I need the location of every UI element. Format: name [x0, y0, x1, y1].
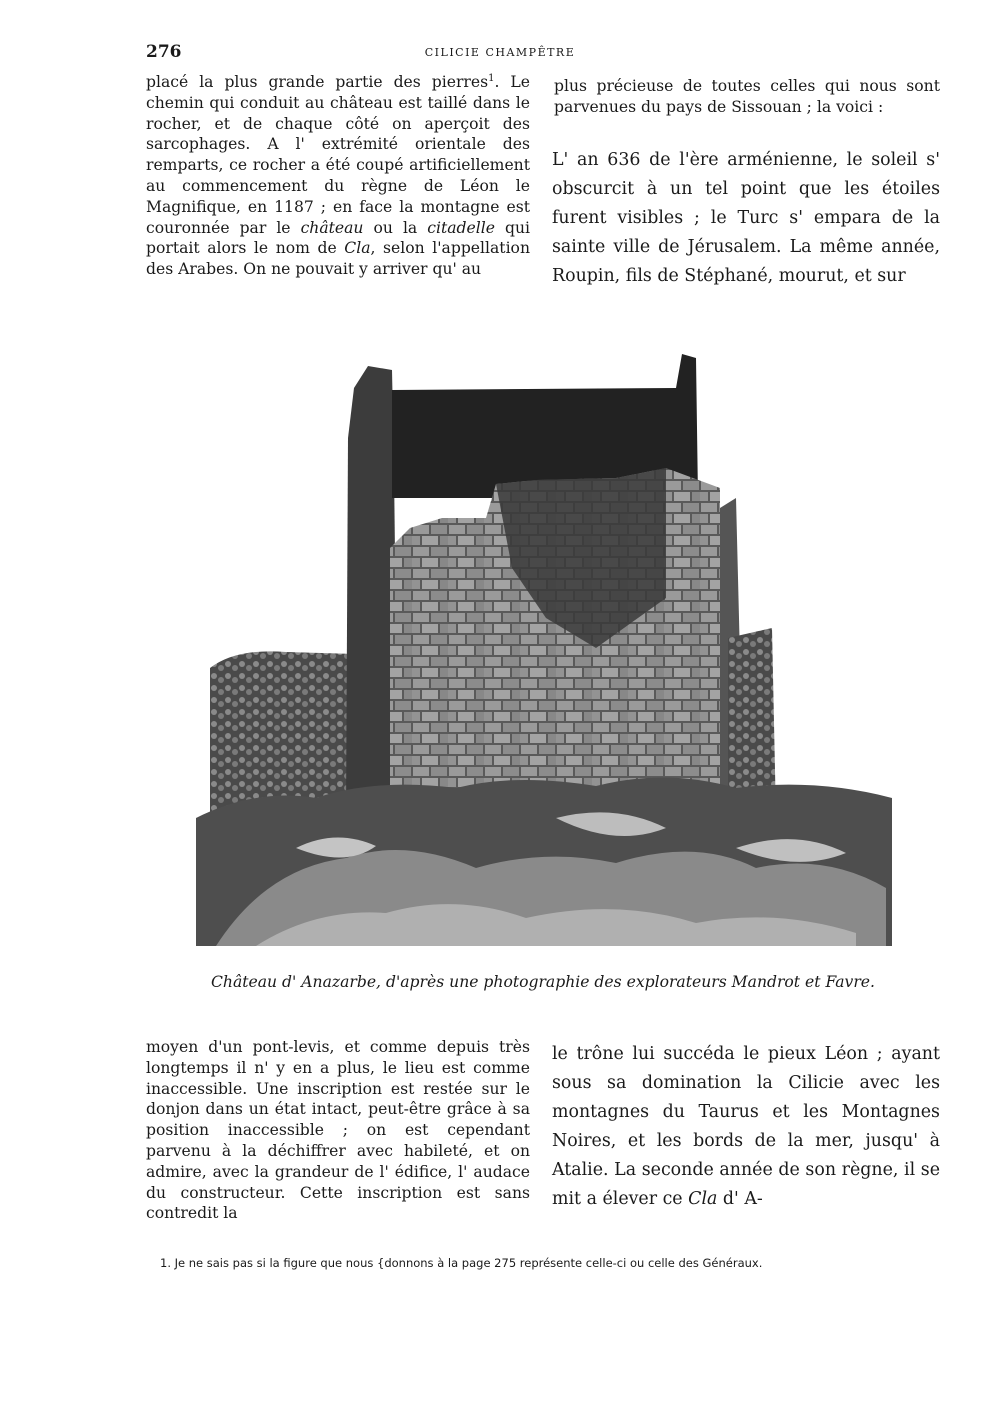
- left-column-top: [146, 72, 530, 280]
- castle-photograph: [196, 348, 892, 946]
- text-run: , selon l'appellation des Arabes. On ne pouvait y arriver qu' au: [146, 239, 530, 279]
- text-run: d' A-: [717, 1189, 763, 1209]
- inscription-text: [552, 1040, 940, 1214]
- text-run: le trône lui succéda le pieux Léon ; ayant sous sa domination la Cilicie avec les montagnes du Taurus et les Montagnes Noires, et les bords de la mer, jusqu' à Atalie. La seconde année de son règne, il se mit a élever ce: [552, 1044, 940, 1209]
- left-column-bottom: [146, 1037, 530, 1224]
- footnote: 1. Je ne sais pas si la figure que nous {donnons à la page 275 représente celle-ci ou celle des Généraux.: [160, 1256, 763, 1270]
- text-run: ou la: [363, 218, 428, 237]
- emphasis: Cla: [688, 1189, 718, 1209]
- right-column-bottom: [552, 1040, 940, 1214]
- running-head: CILICIE CHAMPÊTRE: [424, 46, 576, 59]
- paragraph: moyen d'un pont-levis, et comme depuis très longtemps il n' y en a plus, le lieu est comme inaccessible. Une inscription est restée sur le donjon dans un état intact, peut-être grâce à sa position inaccessible ; on est cependant parvenu à la déchiffrer avec habileté, et on admire, avec la grandeur de l' édifice, l' audace du constructeur. Cette inscription est sans contredit la: [146, 1038, 530, 1223]
- figure-caption: Château d' Anazarbe, d'après une photographie des explorateurs Mandrot et Favre.: [210, 973, 875, 991]
- emphasis: château: [300, 218, 364, 237]
- inscription-text: L' an 636 de l'ère arménienne, le soleil s' obscurcit à un tel point que les étoiles furent visibles ; le Turc s' empara de la sainte ville de Jérusalem. La même année, Roupin, fils de Stéphané, mourut, et sur: [552, 150, 940, 286]
- page-number: 276: [146, 42, 182, 62]
- emphasis: Cla: [344, 239, 371, 258]
- emphasis: citadelle: [427, 218, 495, 237]
- footnote-ref[interactable]: 1: [488, 72, 495, 84]
- right-column-intro: [554, 76, 940, 118]
- text-run: . Le chemin qui conduit au château est taillé dans le rocher, et de chaque côté on aperçoit des sarcophages. A l' extrémité orientale des remparts, ce rocher a été coupé artificiellement au commencement du règne de Léon le Magnifique, en 1187 ; en face la montagne est couronnée par le: [146, 73, 530, 237]
- paragraph: [146, 72, 530, 280]
- paragraph: plus précieuse de toutes celles qui nous sont parvenues du pays de Sissouan ; la voici :: [554, 77, 940, 116]
- text-run: placé la plus grande partie des pierres: [146, 73, 489, 91]
- text-run: qui portait alors le nom de: [146, 218, 530, 258]
- right-column-inscription: [552, 146, 940, 291]
